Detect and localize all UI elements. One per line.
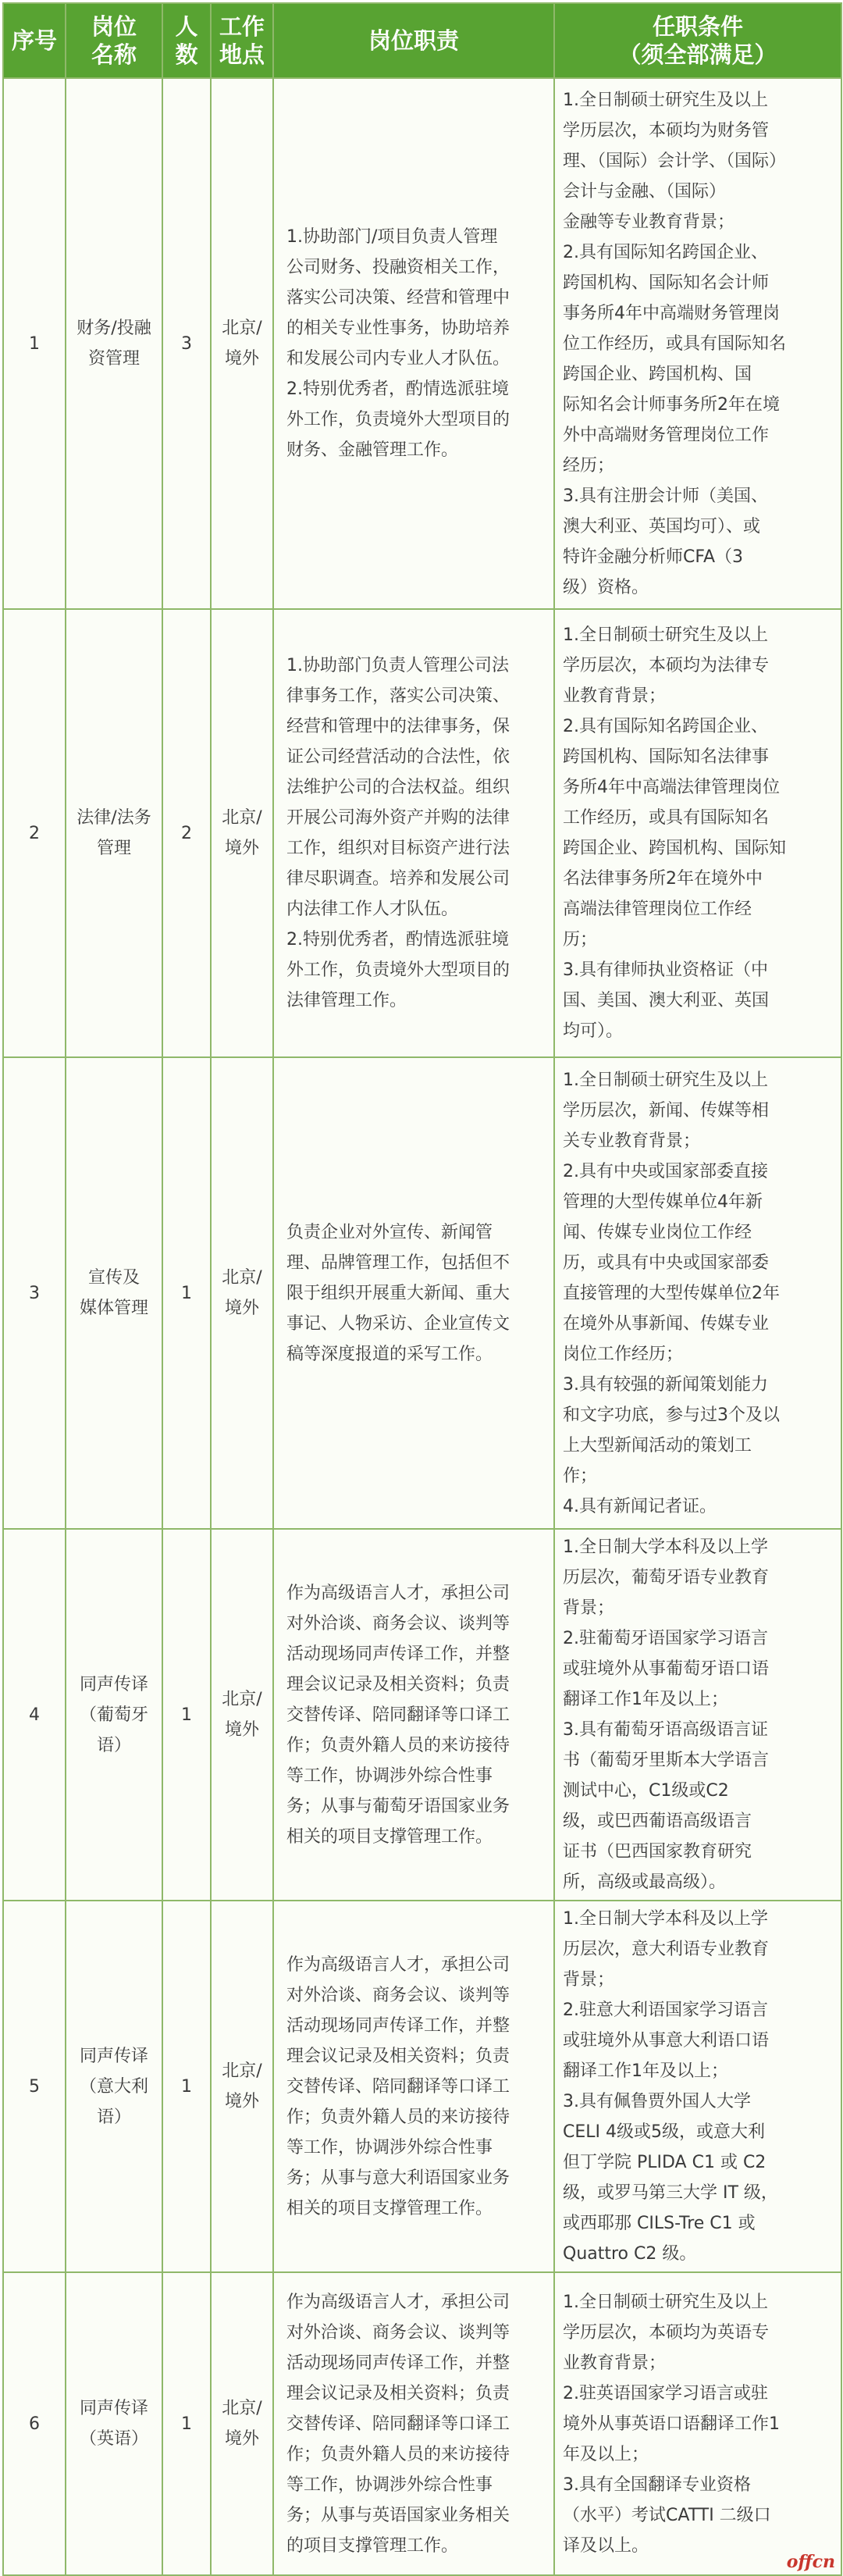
requirement-line: 业教育背景； <box>563 2353 667 2373</box>
requirement-line: 历，或具有中央或国家部委 <box>563 1252 770 1273</box>
cell-position <box>66 1901 162 2272</box>
requirement-line: 位工作经历，或具有国际知名 <box>563 333 787 354</box>
duty-line: 相关的项目支撑管理工作。 <box>286 2198 493 2218</box>
position-line: 法律/法务 <box>76 808 151 828</box>
cell-duty <box>273 1901 554 2272</box>
requirement-line: 经历； <box>563 455 615 476</box>
requirement-line: 学历层次，本硕均为法律专 <box>563 656 770 675</box>
cell-requirements <box>554 1901 841 2272</box>
requirement-line: 级，或巴西葡语高级语言 <box>563 1812 752 1831</box>
duty-line: 活动现场同声传译工作，并整 <box>286 2015 510 2036</box>
requirement-line: 1.全日制大学本科及以上学 <box>563 1909 768 1929</box>
cell-duty <box>273 609 554 1057</box>
duty-line: 的相关专业性事务，协助培养 <box>286 319 510 338</box>
duty-line: 交替传译、陪同翻译等口译工 <box>286 2076 510 2097</box>
requirement-line: 境外从事英语口语翻译工作1 <box>563 2414 780 2434</box>
duty-line: 法律管理工作。 <box>286 991 407 1010</box>
requirement-line: 直接管理的大型传媒单位2年 <box>563 1283 780 1303</box>
duty-line: 稿等深度报道的采写工作。 <box>286 1344 493 1364</box>
requirement-line: 背景； <box>563 1970 615 1990</box>
duty-line: 对外洽谈、商务会议、谈判等 <box>286 2322 510 2343</box>
cell-location <box>211 1529 273 1901</box>
requirement-line: 3.具有佩鲁贾外国人大学 <box>563 2092 751 2111</box>
duty-line: 活动现场同声传译工作，并整 <box>286 2353 510 2373</box>
location-line: 北京/ <box>222 1268 262 1288</box>
location-line: 境外 <box>224 349 259 369</box>
cell-seq: 3 <box>3 1057 66 1529</box>
duty-line: 证公司经营活动的合法性，依 <box>286 747 510 767</box>
duty-line: 外工作，负责境外大型项目的 <box>286 960 510 980</box>
requirement-line: 翻译工作1年及以上； <box>563 1690 728 1709</box>
duty-line: 务；从事与意大利语国家业务 <box>286 2168 510 2188</box>
duty-line: 作；负责外籍人员的来访接待 <box>286 2444 510 2464</box>
duty-line: 落实公司决策、经营和管理中 <box>286 288 510 308</box>
requirement-line: 书（葡萄牙里斯本大学语言 <box>563 1751 770 1770</box>
table-row <box>3 2272 841 2575</box>
cell-count: 1 <box>162 1529 211 1901</box>
header-requirements <box>554 3 841 78</box>
requirement-line: 或西耶那 CILS-Tre C1 或 <box>563 2214 756 2233</box>
requirement-line: 作； <box>563 1466 598 1486</box>
duty-line: 作；负责外籍人员的来访接待 <box>286 2107 510 2127</box>
requirement-line: 或驻境外从事意大利语口语 <box>563 2031 770 2050</box>
position-line: 宣传及 <box>87 1268 140 1288</box>
duty-line: 理会议记录及相关资料；负责 <box>286 2383 510 2403</box>
table-row <box>3 1529 841 1901</box>
cell-location <box>211 1057 273 1529</box>
requirement-line: 澳大利亚、英国均可）、或 <box>563 516 761 536</box>
duty-line: 经营和管理中的法律事务，保 <box>286 717 510 736</box>
requirement-line: 2.驻英语国家学习语言或驻 <box>563 2383 768 2403</box>
requirement-line: 2.具有中央或国家部委直接 <box>563 1161 768 1181</box>
duty-line: 财务、金融管理工作。 <box>286 440 459 460</box>
duty-line: 律事务工作，落实公司决策、 <box>286 686 510 706</box>
location-line: 北京/ <box>222 1690 262 1709</box>
requirement-line: 事务所4年中高端财务管理岗 <box>563 303 780 323</box>
requirement-line: 岗位工作经历； <box>563 1344 684 1364</box>
requirement-line: CELI 4级或5级，或意大利 <box>563 2122 765 2142</box>
duty-line: 理会议记录及相关资料；负责 <box>286 1674 510 1694</box>
requirement-line: 级，或罗马第三大学 IT 级， <box>563 2183 778 2203</box>
header-location-line2: 地点 <box>219 41 265 68</box>
cell-location <box>211 609 273 1057</box>
cell-position <box>66 78 162 609</box>
requirement-line: Quattro C2 级。 <box>563 2244 697 2264</box>
cell-seq: 1 <box>3 78 66 609</box>
cell-seq: 4 <box>3 1529 66 1901</box>
cell-position <box>66 609 162 1057</box>
header-position-line1: 岗位 <box>91 13 137 40</box>
duty-line: 等工作，协调涉外综合性事 <box>286 1765 493 1786</box>
requirement-line: 测试中心，C1级或C2 <box>563 1781 729 1801</box>
position-line: （英语） <box>79 2429 148 2449</box>
requirement-line: 年及以上； <box>563 2444 649 2464</box>
header-requirements-line1: 任职条件 <box>652 13 743 40</box>
position-line: （意大利 <box>79 2076 148 2097</box>
requirement-line: 2.具有国际知名跨国企业、 <box>563 717 768 736</box>
duty-line: 1.协助部门负责人管理公司法 <box>286 656 509 675</box>
cell-position <box>66 2272 162 2575</box>
requirement-line: 1.全日制大学本科及以上学 <box>563 1537 768 1557</box>
cell-location <box>211 1901 273 2272</box>
location-line: 境外 <box>224 839 259 858</box>
job-table <box>2 2 842 2576</box>
requirement-line: 业教育背景； <box>563 686 667 706</box>
duty-line: 交替传译、陪同翻译等口译工 <box>286 2414 510 2434</box>
location-line: 境外 <box>224 1299 259 1318</box>
header-seq: 序号 <box>3 3 66 78</box>
cell-requirements <box>554 78 841 609</box>
location-line: 境外 <box>224 2429 259 2449</box>
requirement-line: 证书（巴西国家教育研究 <box>563 1842 752 1862</box>
location-line: 北京/ <box>222 2061 262 2081</box>
header-requirements-line2: （须全部满足） <box>618 41 777 68</box>
position-line: 语） <box>96 2107 131 2127</box>
position-line: 同声传译 <box>79 2399 148 2418</box>
cell-location <box>211 2272 273 2575</box>
table-row <box>3 1901 841 2272</box>
requirement-line: 或驻境外从事葡萄牙语口语 <box>563 1659 770 1679</box>
cell-position <box>66 1529 162 1901</box>
duty-line: 务；从事与英语国家业务相关 <box>286 2505 510 2525</box>
position-line: 同声传译 <box>79 1674 148 1694</box>
cell-location <box>211 78 273 609</box>
cell-requirements <box>554 1529 841 1901</box>
requirement-line: 历层次，意大利语专业教育 <box>563 1940 770 1959</box>
requirement-line: 跨国企业、跨国机构、国 <box>563 364 752 384</box>
requirement-line: 高端法律管理岗位工作经 <box>563 900 752 919</box>
requirement-line: 1.全日制硕士研究生及以上 <box>563 1070 768 1090</box>
duty-line: 内法律工作人才队伍。 <box>286 900 459 919</box>
requirement-line: 际知名会计师事务所2年在境 <box>563 394 780 415</box>
duty-line: 活动现场同声传译工作，并整 <box>286 1644 510 1664</box>
requirement-line: 上大型新闻活动的策划工 <box>563 1435 752 1455</box>
duty-line: 事记、人物采访、企业宣传文 <box>286 1313 510 1334</box>
requirement-line: 在境外从事新闻、传媒专业 <box>563 1313 770 1334</box>
requirement-line: 跨国机构、国际知名法律事 <box>563 747 770 767</box>
duty-line: 作为高级语言人才，承担公司 <box>286 1583 510 1603</box>
requirement-line: 3.具有较强的新闻策划能力 <box>563 1374 768 1395</box>
requirement-line: 背景； <box>563 1598 615 1618</box>
requirement-line: 跨国企业、跨国机构、国际知 <box>563 839 787 858</box>
cell-duty <box>273 78 554 609</box>
cell-duty <box>273 2272 554 2575</box>
table-row <box>3 78 841 609</box>
header-duty: 岗位职责 <box>273 3 554 78</box>
requirement-line: 管理的大型传媒单位4年新 <box>563 1192 763 1212</box>
duty-line: 交替传译、陪同翻译等口译工 <box>286 1705 510 1725</box>
requirement-line: 学历层次，本硕均为财务管 <box>563 120 770 141</box>
requirement-line: 理、（国际）会计学、（国际） <box>563 151 787 171</box>
position-line: （葡萄牙 <box>79 1705 148 1725</box>
requirement-line: 金融等专业教育背景； <box>563 212 735 232</box>
requirement-line: 3.具有律师执业资格证（中 <box>563 960 768 980</box>
duty-line: 公司财务、投融资相关工作， <box>286 258 510 277</box>
cell-count: 1 <box>162 1901 211 2272</box>
cell-count: 1 <box>162 1057 211 1529</box>
position-line: 资管理 <box>87 349 140 369</box>
header-position <box>66 3 162 78</box>
cell-requirements <box>554 2272 841 2575</box>
duty-line: 工作，组织对目标资产进行法 <box>286 839 510 858</box>
cell-count: 3 <box>162 78 211 609</box>
duty-line: 的项目支撑管理工作。 <box>286 2535 459 2556</box>
header-position-line2: 名称 <box>91 41 137 68</box>
requirement-line: 3.具有注册会计师（美国、 <box>563 486 768 506</box>
requirement-line: 2.驻葡萄牙语国家学习语言 <box>563 1629 768 1648</box>
duty-line: 相关的项目支撑管理工作。 <box>286 1826 493 1847</box>
requirement-line: 会计与金融、（国际） <box>563 181 727 201</box>
duty-line: 法维护公司的合法权益。组织 <box>286 778 510 797</box>
location-line: 境外 <box>224 2092 259 2111</box>
requirement-line: 历； <box>563 930 598 950</box>
duty-line: 负责企业对外宣传、新闻管 <box>286 1222 493 1242</box>
requirement-line: 但丁学院 PLIDA C1 或 C2 <box>563 2153 767 2172</box>
requirement-line: 4.具有新闻记者证。 <box>563 1496 717 1516</box>
watermark-logo: offcn <box>786 2552 835 2572</box>
duty-line: 限于组织开展重大新闻、重大 <box>286 1283 510 1303</box>
requirement-line: 特许金融分析师CFA（3 <box>563 547 744 567</box>
job-table-body <box>3 78 841 2575</box>
header-count: 人数 <box>162 3 211 78</box>
table-row <box>3 1057 841 1529</box>
duty-line: 2.特别优秀者，酌情选派驻境 <box>286 930 509 950</box>
cell-count: 1 <box>162 2272 211 2575</box>
location-line: 北京/ <box>222 319 262 338</box>
header-location-line1: 工作 <box>219 13 265 40</box>
position-line: 管理 <box>96 839 131 858</box>
duty-line: 外工作，负责境外大型项目的 <box>286 410 510 429</box>
requirement-line: 和文字功底，参与过3个及以 <box>563 1405 780 1425</box>
cell-requirements <box>554 609 841 1057</box>
table-row <box>3 609 841 1057</box>
requirement-line: 务所4年中高端法律管理岗位 <box>563 778 780 797</box>
duty-line: 对外洽谈、商务会议、谈判等 <box>286 1985 510 2005</box>
requirement-line: 1.全日制硕士研究生及以上 <box>563 625 768 645</box>
cell-requirements <box>554 1057 841 1529</box>
position-line: 语） <box>96 1735 131 1755</box>
requirement-line: （水平）考试CATTI 二级口 <box>563 2505 771 2525</box>
requirement-line: 历层次，葡萄牙语专业教育 <box>563 1568 770 1587</box>
location-line: 北京/ <box>222 808 262 828</box>
requirement-line: 3.具有葡萄牙语高级语言证 <box>563 1720 768 1740</box>
requirement-line: 1.全日制硕士研究生及以上 <box>563 2292 768 2312</box>
cell-duty <box>273 1057 554 1529</box>
requirement-line: 学历层次，本硕均为英语专 <box>563 2322 770 2343</box>
requirement-line: 1.全日制硕士研究生及以上 <box>563 90 768 110</box>
requirement-line: 国、美国、澳大利亚、英国 <box>563 991 770 1010</box>
requirement-line: 关专业教育背景； <box>563 1131 701 1151</box>
requirement-line: 3.具有全国翻译专业资格 <box>563 2474 751 2495</box>
cell-seq: 6 <box>3 2272 66 2575</box>
duty-line: 和发展公司内专业人才队伍。 <box>286 349 510 369</box>
duty-line: 开展公司海外资产并购的法律 <box>286 808 510 828</box>
requirement-line: 2.驻意大利语国家学习语言 <box>563 2001 768 2020</box>
requirement-line: 2.具有国际知名跨国企业、 <box>563 242 768 262</box>
position-line: 媒体管理 <box>79 1299 148 1318</box>
requirement-line: 翻译工作1年及以上； <box>563 2061 728 2081</box>
duty-line: 1.协助部门/项目负责人管理 <box>286 227 498 247</box>
duty-line: 理会议记录及相关资料；负责 <box>286 2046 510 2066</box>
cell-position <box>66 1057 162 1529</box>
requirement-line: 学历层次，新闻、传媒等相 <box>563 1100 770 1121</box>
header-location <box>211 3 273 78</box>
duty-line: 等工作，协调涉外综合性事 <box>286 2137 493 2157</box>
cell-seq: 2 <box>3 609 66 1057</box>
cell-seq: 5 <box>3 1901 66 2272</box>
requirement-line: 译及以上。 <box>563 2535 649 2556</box>
requirement-line: 所，高级或最高级）。 <box>563 1872 727 1892</box>
position-line: 财务/投融 <box>76 319 151 338</box>
duty-line: 务；从事与葡萄牙语国家业务 <box>286 1796 510 1816</box>
requirement-line: 工作经历，或具有国际知名 <box>563 808 770 828</box>
position-line: 同声传译 <box>79 2046 148 2066</box>
requirement-line: 名法律事务所2年在境外中 <box>563 869 763 889</box>
requirement-line: 均可）。 <box>563 1021 624 1041</box>
requirement-line: 闻、传媒专业岗位工作经 <box>563 1222 752 1242</box>
duty-line: 作为高级语言人才，承担公司 <box>286 2292 510 2312</box>
duty-line: 作为高级语言人才，承担公司 <box>286 1954 510 1975</box>
duty-line: 律尽职调查。培养和发展公司 <box>286 869 510 889</box>
cell-duty <box>273 1529 554 1901</box>
cell-count: 2 <box>162 609 211 1057</box>
duty-line: 等工作，协调涉外综合性事 <box>286 2474 493 2495</box>
location-line: 境外 <box>224 1720 259 1740</box>
requirement-line: 级）资格。 <box>563 577 649 597</box>
duty-line: 2.特别优秀者，酌情选派驻境 <box>286 379 509 399</box>
duty-line: 对外洽谈、商务会议、谈判等 <box>286 1613 510 1634</box>
header-row <box>3 3 841 78</box>
location-line: 北京/ <box>222 2399 262 2418</box>
duty-line: 作；负责外籍人员的来访接待 <box>286 1735 510 1755</box>
requirement-line: 跨国机构、国际知名会计师 <box>563 273 770 293</box>
duty-line: 理、品牌管理工作，包括但不 <box>286 1252 510 1273</box>
requirement-line: 外中高端财务管理岗位工作 <box>563 425 770 445</box>
